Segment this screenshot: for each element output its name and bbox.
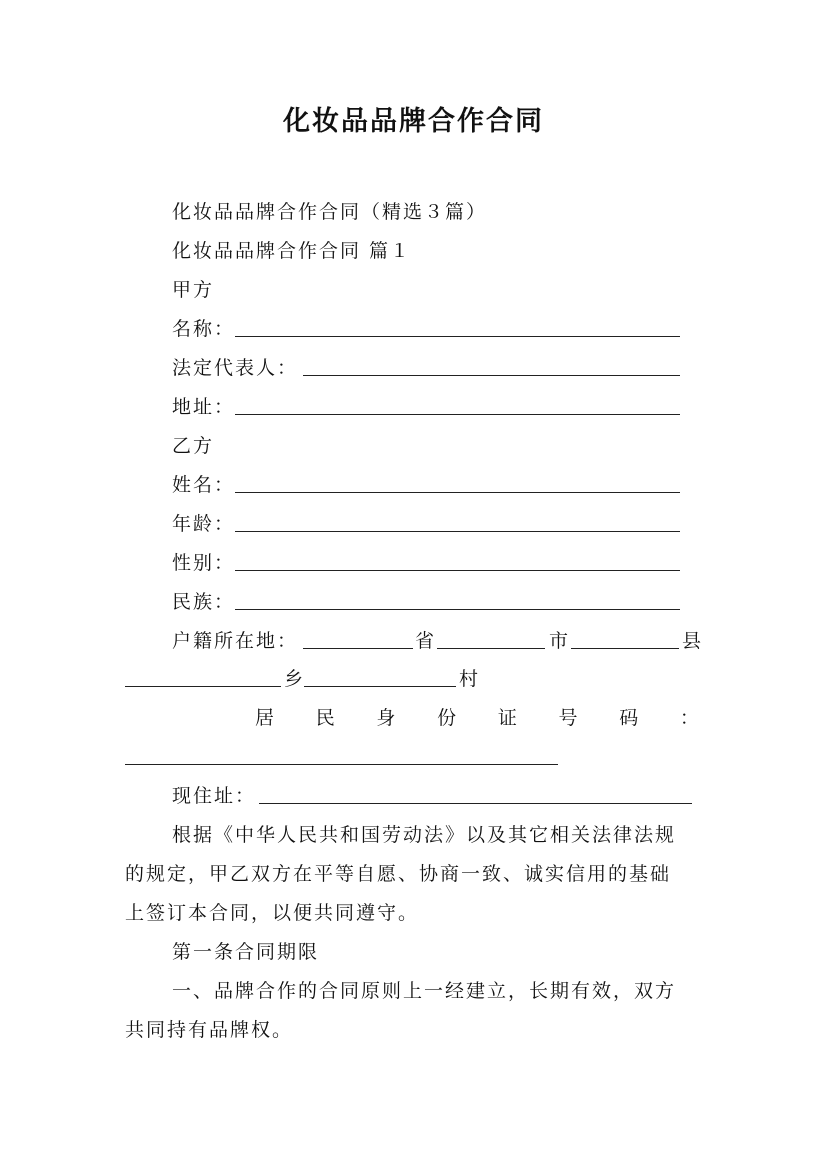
party-b-age-label: 年龄： [172, 513, 236, 535]
party-a-heading: 甲方 [172, 279, 215, 301]
city-text: 市 [549, 630, 571, 652]
party-b-age-row [0, 509, 827, 539]
party-b-name-row [0, 470, 827, 500]
party-a-rep-blank [303, 375, 680, 376]
party-b-name-label: 姓名： [172, 474, 236, 496]
party-b-ethnicity-label: 民族： [172, 591, 236, 613]
township-blank [125, 686, 281, 687]
party-b-gender-blank [235, 570, 680, 571]
county-text: 县 [682, 630, 704, 652]
party-a-heading-line [0, 275, 827, 305]
current-address-label: 现住址： [172, 785, 257, 807]
party-b-name-blank [235, 492, 680, 493]
party-b-gender-row [0, 548, 827, 578]
party-a-address-label: 地址： [172, 396, 236, 418]
party-a-name-blank [235, 336, 680, 337]
county-blank [571, 648, 679, 649]
village-text: 村 [459, 668, 481, 690]
id-number-label [125, 703, 701, 733]
id-char: ： [679, 707, 701, 729]
party-a-address-blank [235, 414, 680, 415]
document-title: 化妆品品牌合作合同 [283, 106, 544, 137]
township-text: 乡 [284, 668, 306, 690]
party-b-age-blank [235, 531, 680, 532]
para1-line3: 上签订本合同，以便共同遵守。 [125, 902, 420, 924]
id-char: 身 [376, 707, 398, 729]
party-a-name-label: 名称： [172, 318, 236, 340]
para1-line1: 根据《中华人民共和国劳动法》以及其它相关法律法规 [172, 824, 677, 846]
para1-row2 [0, 859, 827, 889]
village-blank [304, 686, 456, 687]
id-char: 民 [315, 707, 337, 729]
current-address-blank [259, 803, 692, 804]
party-b-heading-line [0, 431, 827, 461]
party-b-heading: 乙方 [172, 435, 215, 457]
party-a-name-row [0, 314, 827, 344]
para1-line2: 的规定，甲乙双方在平等自愿、协商一致、诚实信用的基础 [125, 863, 672, 885]
id-number-blank [125, 764, 558, 765]
party-a-rep-label: 法定代表人： [172, 357, 299, 379]
section1-row2 [0, 1015, 827, 1045]
party-b-ethnicity-row [0, 587, 827, 617]
party-a-address-row [0, 392, 827, 422]
township-row [0, 664, 827, 694]
id-number-row [0, 703, 827, 733]
id-char: 份 [437, 707, 459, 729]
id-char: 码 [619, 707, 641, 729]
id-char: 证 [497, 707, 519, 729]
para1-row1 [0, 820, 827, 850]
section1-row1 [0, 976, 827, 1006]
section1-line2: 共同持有品牌权。 [125, 1019, 294, 1041]
province-blank [303, 648, 413, 649]
id-char: 居 [255, 707, 277, 729]
article-heading: 化妆品品牌合作合同 篇１ [172, 240, 412, 262]
province-text: 省 [415, 630, 437, 652]
id-char: 号 [558, 707, 580, 729]
section1-heading-row [0, 937, 827, 967]
city-blank [437, 648, 545, 649]
current-address-row [0, 781, 827, 811]
article-heading-line [0, 236, 827, 266]
party-b-household-label: 户籍所在地： [172, 630, 299, 652]
party-b-ethnicity-blank [235, 609, 680, 610]
party-b-household-row [0, 626, 827, 656]
subtitle: 化妆品品牌合作合同（精选３篇） [172, 201, 488, 223]
id-number-blank-row [0, 742, 827, 772]
section1-line1: 一、品牌合作的合同原则上一经建立，长期有效，双方 [172, 980, 677, 1002]
party-a-rep-row [0, 353, 827, 383]
section1-heading: 第一条合同期限 [172, 941, 320, 963]
para1-row3 [0, 898, 827, 928]
subtitle-line [0, 197, 827, 227]
party-b-gender-label: 性别： [172, 552, 236, 574]
